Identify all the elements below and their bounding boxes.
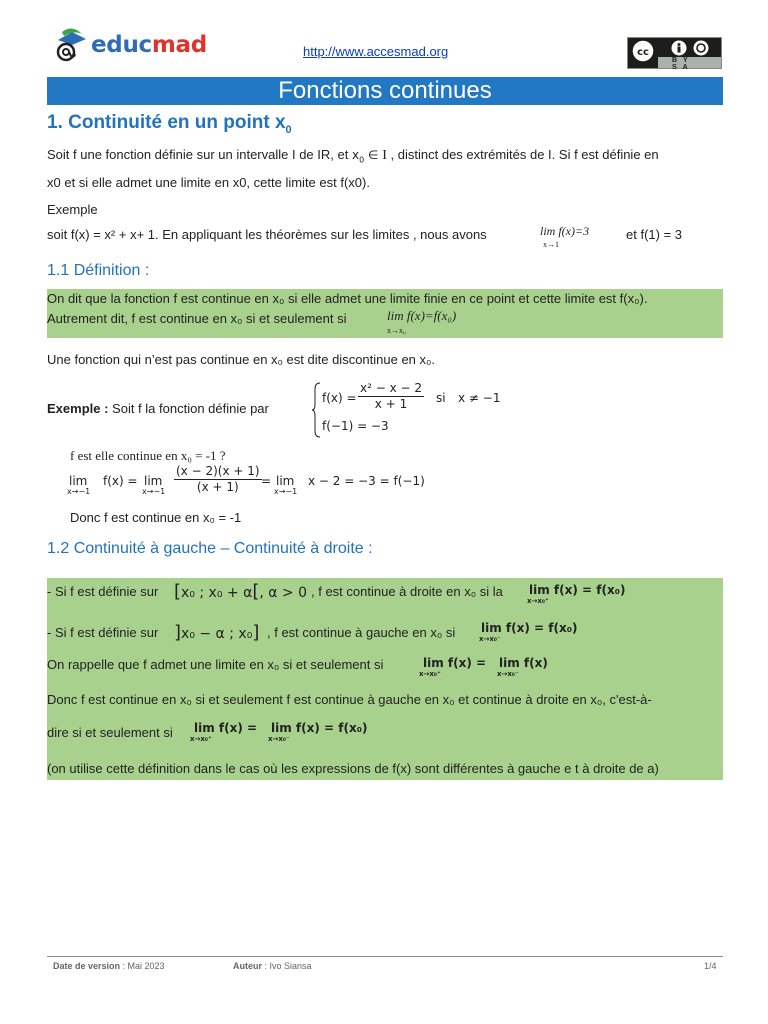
calc-fraction: $\frac{(x - 2)(x + 1)}{(x + 1)}$ bbox=[176, 464, 260, 495]
example-limit-sub: x→1 bbox=[543, 240, 559, 249]
example-end: et f(1) = 3 bbox=[626, 227, 682, 242]
footer-date: Date de version : Mai 2023 bbox=[53, 961, 165, 971]
left-cont-text-2: , f est continue à gauche en x₀ si bbox=[267, 625, 456, 640]
definition-limit: lim f(x)=f(x₀) bbox=[387, 308, 457, 323]
piecewise-definition bbox=[312, 382, 512, 438]
calc-lim-2-sub: x→−1 bbox=[142, 487, 166, 496]
condition-limit-1-sub: x→x₀⁺ bbox=[190, 735, 212, 743]
calc-fx: f(x) = bbox=[103, 474, 138, 488]
right-interval: [x₀ ; x₀ + α[, α > 0 bbox=[174, 581, 308, 602]
right-limit-sub: x→x₀⁺ bbox=[527, 597, 549, 605]
recall-limit-2-sub: x→x₀⁻ bbox=[497, 670, 519, 678]
example-2: Exemple : Soit f la fonction définie par bbox=[47, 401, 269, 416]
creative-commons-badge bbox=[627, 37, 722, 69]
definition-line1: On dit que la fonction f est continue en x₀ si elle admet une limite finie en ce point et cette limite est f(x₀). bbox=[47, 291, 648, 306]
definition-limit-sub: x→x₀ bbox=[387, 326, 406, 335]
definition-box bbox=[47, 289, 723, 338]
condition-limit-2: lim f(x) = f(x₀) bbox=[271, 721, 368, 735]
system-line-2: f(−1) = −3 bbox=[322, 419, 389, 433]
section-1-paragraph-line1: Soit f une fonction définie sur un intervalle I de IR, et $x_0$ ∈ I , distinct des extrémités de I. Si f est définie en bbox=[47, 147, 659, 165]
calc-equals: = bbox=[261, 474, 272, 488]
logo-mark-icon bbox=[52, 26, 88, 64]
example-text: soit f(x) = x² + x+ 1. En appliquant les théorèmes sur les limites , nous avons bbox=[47, 227, 487, 242]
left-limit: lim f(x) = f(x₀) bbox=[481, 621, 578, 635]
section-1-1-heading: 1.1 Définition : bbox=[47, 262, 150, 279]
recall-limit-1: lim f(x) = bbox=[423, 656, 487, 670]
educmad-logo bbox=[52, 26, 207, 64]
logo-text: educmad bbox=[91, 32, 207, 58]
conclusion: Donc f est continue en x₀ = -1 bbox=[70, 510, 242, 525]
definition-line2: Autrement dit, f est continue en x₀ si et seulement si bbox=[47, 311, 347, 326]
discontinuity-text: Une fonction qui n’est pas continue en x₀ est dite discontinue en x₀. bbox=[47, 352, 436, 367]
si-label: si bbox=[436, 391, 446, 405]
svg-text:cc: cc bbox=[637, 47, 649, 58]
section-1-heading: 1. Continuité en un point $x_0$ bbox=[47, 112, 292, 136]
footer-divider bbox=[47, 956, 723, 957]
continuity-equivalence: Donc f est continue en x₀ si et seulement f est continue à gauche en x₀ et continue à droite en x₀, c'est-à- bbox=[47, 692, 652, 707]
page-title: Fonctions continues bbox=[47, 77, 723, 105]
x0-in-I: $x_0$ ∈ I bbox=[351, 148, 387, 165]
left-limit-sub: x→x₀⁻ bbox=[479, 635, 501, 643]
system-fraction: $\frac{\text{x² − x − 2}}{x + 1}$ bbox=[360, 381, 423, 412]
calc-lim-3: lim bbox=[276, 474, 295, 488]
continuity-condition-text: dire si et seulement si bbox=[47, 725, 173, 740]
condition-limit-1: lim f(x) = bbox=[194, 721, 258, 735]
right-limit: lim f(x) = f(x₀) bbox=[529, 583, 626, 597]
calc-tail: x − 2 = −3 = f(−1) bbox=[308, 474, 425, 488]
calc-lim-2: lim bbox=[144, 474, 163, 488]
recall-limit-2: lim f(x) bbox=[499, 656, 548, 670]
question: f est elle continue en x₀ = -1 ? bbox=[70, 448, 226, 463]
recall-limit-1-sub: x→x₀⁺ bbox=[419, 670, 441, 678]
footer-page-number: 1/4 bbox=[704, 961, 717, 971]
example-limit: lim f(x)=3 bbox=[540, 224, 590, 239]
right-cont-text-2: , f est continue à droite en x₀ si la bbox=[311, 584, 503, 599]
condition-limit-2-sub: x→x₀⁻ bbox=[268, 735, 290, 743]
condition: x ≠ −1 bbox=[458, 391, 501, 405]
example-label: Exemple bbox=[47, 202, 98, 217]
fx-label: f(x) = bbox=[322, 391, 357, 405]
footer-author: Auteur : Ivo Siansa bbox=[233, 961, 312, 971]
left-interval: ]x₀ − α ; x₀] bbox=[174, 622, 260, 643]
cc-label: BY SA bbox=[672, 57, 694, 71]
calc-lim-1: lim bbox=[69, 474, 88, 488]
right-cont-text: - Si f est définie sur bbox=[47, 584, 159, 599]
left-cont-text: - Si f est définie sur bbox=[47, 625, 159, 640]
calc-lim-1-sub: x→−1 bbox=[67, 487, 91, 496]
section-1-paragraph-line2: x0 et si elle admet une limite en x0, cette limite est f(x0). bbox=[47, 175, 370, 190]
site-link[interactable]: http://www.accesmad.org bbox=[303, 44, 449, 59]
continuity-box bbox=[47, 578, 723, 780]
limit-recall-text: On rappelle que f admet une limite en x₀ si et seulement si bbox=[47, 657, 384, 672]
usage-note: (on utilise cette définition dans le cas où les expressions de f(x) sont différentes à gauche e t à droite de a) bbox=[47, 761, 659, 776]
left-brace-icon bbox=[312, 382, 322, 438]
calc-lim-3-sub: x→−1 bbox=[274, 487, 298, 496]
section-1-2-heading: 1.2 Continuité à gauche – Continuité à droite : bbox=[47, 540, 373, 557]
